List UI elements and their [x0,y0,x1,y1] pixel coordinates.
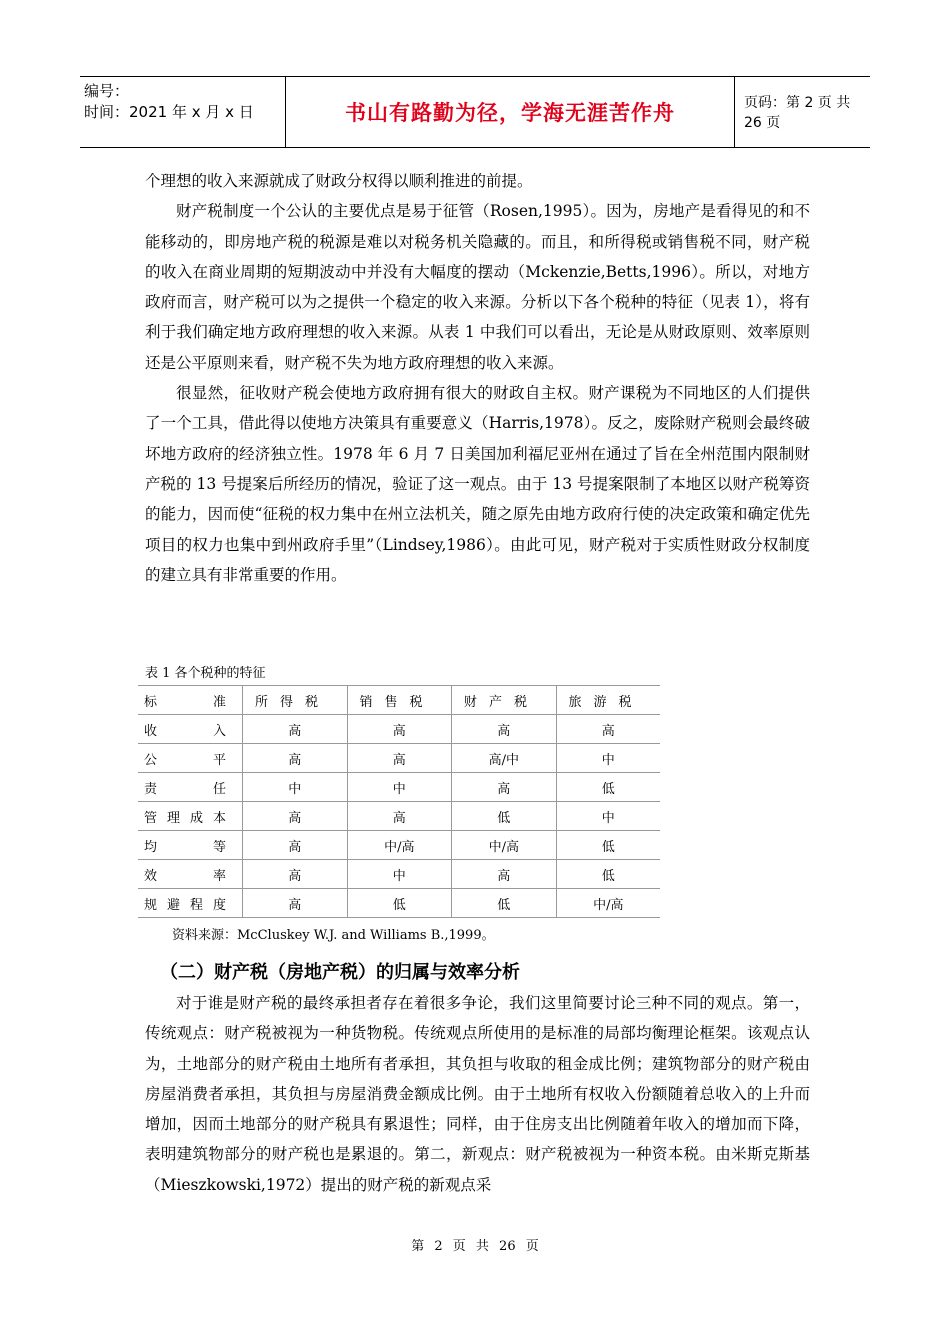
table-cell: 中 [556,802,660,831]
paragraph: 很显然，征收财产税会使地方政府拥有很大的财政自主权。财产课税为不同地区的人们提供了一个工具，借此得以使地方决策具有重要意义（Harris,1978）。反之，废除财产税则会最终破坏地方政府的经济独立性。1978 年 6 月 7 日美国加利福尼亚州在通过了旨在全州范围内限制财产税的 13 号提案后所经历的情况，验证了这一观点。由于 13 号提案限制了本地区以财产税筹资的能力，因而使“征税的权力集中在州立法机关，随之原先由地方政府行使的决定政策和确定优先项目的权力也集中到州政府手里”（Lindsey,1986）。由此可见，财产税对于实质性财政分权制度的建立具有非常重要的作用。 [145,384,810,584]
paragraph: 对于谁是财产税的最终承担者存在着很多争论，我们这里简要讨论三种不同的观点。第一，传统观点：财产税被视为一种货物税。传统观点所使用的是标准的局部均衡理论框架。该观点认为，土地部分的财产税由土地所有者承担，其负担与收取的租金成比例；建筑物部分的财产税由房屋消费者承担，其负担与房屋消费金额成比例。由于土地所有权收入份额随着总收入的上升而增加，因而土地部分的财产税具有累退性；同样，由于住房支出比例随着年收入的增加而下降，表明建筑物部分的财产税也是累退的。第二，新观点：财产税被视为一种资本税。由米斯克斯基（Mieszkowski,1972）提出的财产税的新观点采 [145,994,810,1194]
header-left [84,81,254,123]
motto: 书山有路勤为径，学海无涯苦作舟 [285,77,735,147]
table-cell: 中/高 [452,831,557,860]
table-cell: 低 [452,802,557,831]
table-cell: 责任 [138,773,243,802]
table-header-cell: 旅游税 [556,686,660,715]
table-cell: 效率 [138,860,243,889]
table-cell: 中 [243,773,348,802]
tax-features-table [138,685,660,918]
table-cell: 公平 [138,744,243,773]
table-source: 资料来源：McCluskey W.J. and Williams B.,1999。 [172,928,495,943]
table-cell: 低 [556,773,660,802]
page-info: 页码：第 2 页 共 26 页 [744,95,851,131]
table-caption: 表 1 各个税种的特征 [145,666,266,681]
table-cell: 高 [347,802,452,831]
table-header-cell: 所得税 [243,686,348,715]
table-cell: 中 [556,744,660,773]
table-cell: 中/高 [347,831,452,860]
table-cell: 高 [243,715,348,744]
table-cell: 收入 [138,715,243,744]
table-cell: 中 [347,773,452,802]
body-bottom [145,988,810,1200]
table-row [138,715,660,744]
table-row [138,860,660,889]
table-cell: 高/中 [452,744,557,773]
table-header-cell: 销售税 [347,686,452,715]
page-header [80,76,870,148]
table-row [138,889,660,918]
table-row [138,744,660,773]
table-cell: 中/高 [556,889,660,918]
time-label: 时间：2021 年 x 月 x 日 [84,103,254,121]
table-cell: 低 [347,889,452,918]
paragraph: 财产税制度一个公认的主要优点是易于征管（Rosen,1995）。因为，房地产是看得见的和不能移动的，即房地产税的税源是难以对税务机关隐藏的。而且，和所得税或销售税不同，财产税的收入在商业周期的短期波动中并没有大幅度的摆动（Mckenzie,Betts,1996）。所以，对地方政府而言，财产税可以为之提供一个稳定的收入来源。分析以下各个税种的特征（见表 1），将有利于我们确定地方政府理想的收入来源。从表 1 中我们可以看出，无论是从财政原则、效率原则还是公平原则来看，财产税不失为地方政府理想的收入来源。 [145,202,810,372]
table-row [138,831,660,860]
table-cell: 高 [243,831,348,860]
table-cell: 高 [243,744,348,773]
table-cell: 高 [452,860,557,889]
table-row [138,802,660,831]
body-top [145,166,810,590]
table-cell: 高 [243,860,348,889]
table-cell: 高 [452,773,557,802]
page-footer: 第 2 页 共 26 页 [411,1239,539,1254]
table-cell: 高 [452,715,557,744]
table-cell: 高 [347,715,452,744]
table-cell: 低 [452,889,557,918]
table-header-cell: 财产税 [452,686,557,715]
table-cell: 高 [243,802,348,831]
table-cell: 高 [556,715,660,744]
table-cell: 规避程度 [138,889,243,918]
section-heading: （二）财产税（房地产税）的归属与效率分析 [160,962,520,983]
table-cell: 管理成本 [138,802,243,831]
table-cell: 低 [556,831,660,860]
table-cell: 均等 [138,831,243,860]
number-label: 编号： [84,82,130,100]
table-cell: 低 [556,860,660,889]
paragraph: 个理想的收入来源就成了财政分权得以顺利推进的前提。 [145,172,533,190]
table-header-row [138,686,660,715]
table-cell: 高 [243,889,348,918]
table-cell: 高 [347,744,452,773]
table-row [138,773,660,802]
table-header-cell: 标准 [138,686,243,715]
table-cell: 中 [347,860,452,889]
